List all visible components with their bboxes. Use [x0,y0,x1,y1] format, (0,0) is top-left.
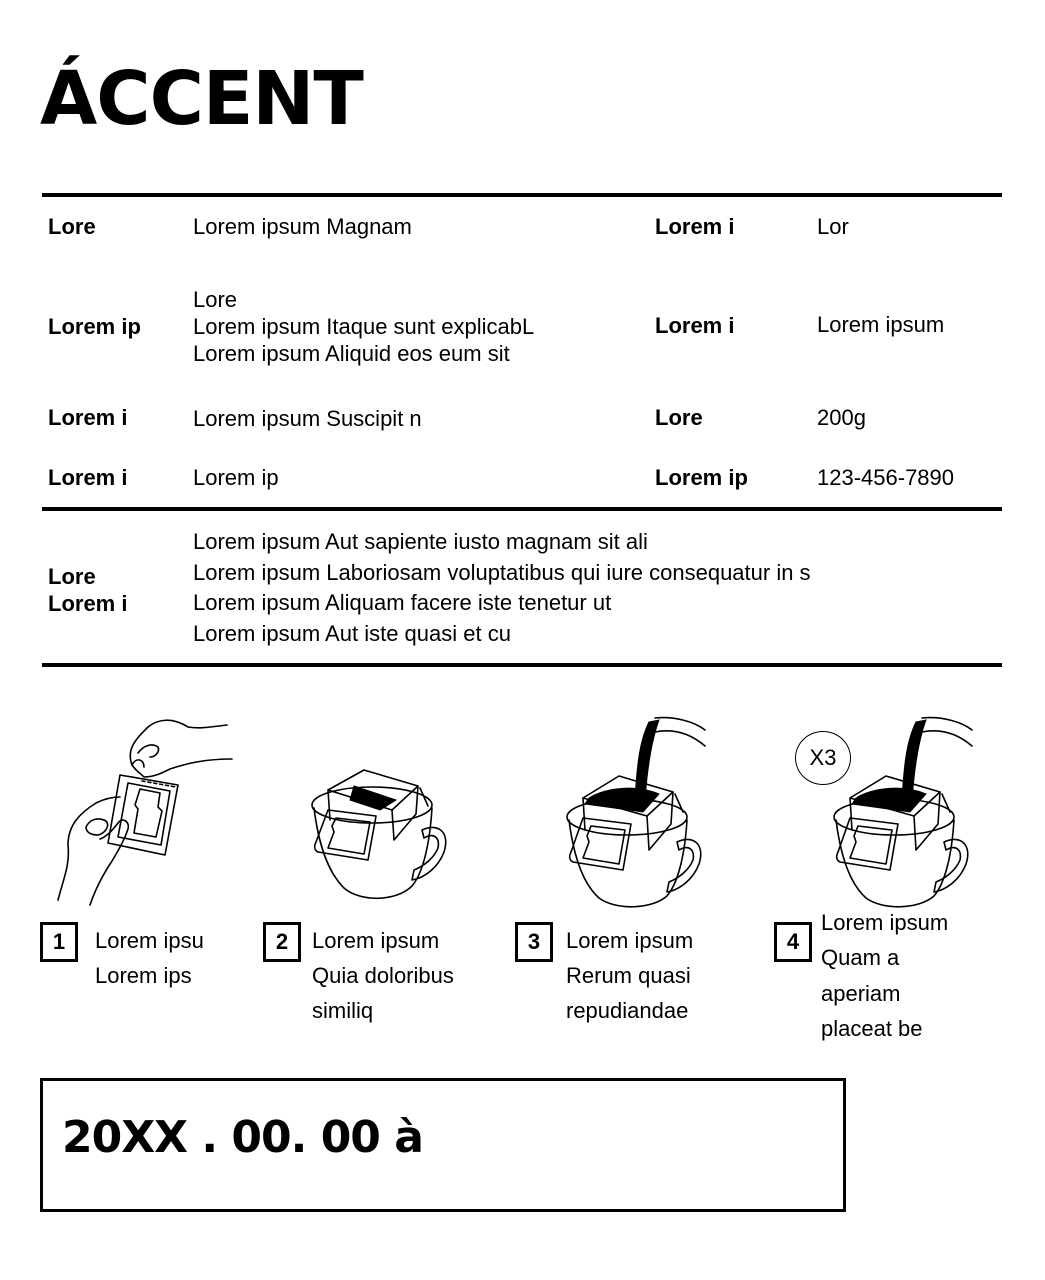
info-value-line: Lorem ipsum Itaque sunt explicabL [193,314,535,339]
step-number-badge: 3 [515,922,553,962]
divider-top [42,193,1002,197]
step-number-badge: 2 [263,922,301,962]
info-value: Lorem ipsum [817,312,945,337]
brand-title: ÁCCENT [40,56,363,142]
notes-label-line: Lore [48,564,96,589]
info-value: Lorem ip [193,465,279,490]
info-label: Lorem i [48,405,128,430]
step-text-line: repudiandae [566,998,689,1023]
step-text-line: Quia doloribus [312,963,454,988]
step-number-badge: 1 [40,922,78,962]
info-label: Lorem i [48,465,128,490]
step-text-line: Lorem ips [95,963,192,988]
repeat-badge: X3 [795,731,851,785]
tear-packet-hands-icon [40,705,240,905]
info-value: Lor [817,214,849,239]
divider-middle [42,507,1002,511]
info-label: Lorem i [655,313,735,338]
step-text-line: Quam a [821,945,900,970]
info-value: 123-456-7890 [817,465,955,490]
info-value: Lorem ipsum Magnam [193,214,412,239]
step-text-line: Lorem ipsum [821,910,949,935]
notes-label-line: Lorem i [48,591,128,616]
info-label: Lorem ip [655,465,748,490]
drip-bag-on-cup-icon [300,760,450,910]
date-text: 20XX . 00. 00 à [62,1112,423,1163]
step-text-line: similiq [312,998,374,1023]
info-value-line: Lorem ipsum Aliquid eos eum sit [193,341,510,366]
step-text-line: placeat be [821,1016,923,1041]
notes-line: Lorem ipsum Aut iste quasi et cu [193,621,511,646]
info-label: Lore [655,405,703,430]
info-label: Lorem i [655,214,735,239]
info-label: Lore [48,214,96,239]
info-value-line: Lore [193,287,238,312]
step-text-line: Lorem ipsu [95,928,204,953]
step-text-line: aperiam [821,981,901,1006]
pour-water-repeat-icon [822,712,982,912]
notes-line: Lorem ipsum Aut sapiente iusto magnam sit ali [193,529,648,554]
step-text-line: Rerum quasi [566,963,691,988]
step-text-line: Lorem ipsum [312,928,440,953]
notes-line: Lorem ipsum Aliquam facere iste tenetur ut [193,590,612,615]
pour-water-drip-bag-icon [555,712,715,912]
info-value: 200g [817,405,866,430]
step-number-badge: 4 [774,922,812,962]
info-value: Lorem ipsum Suscipit n [193,406,422,431]
step-text-line: Lorem ipsum [566,928,694,953]
info-label: Lorem ip [48,314,141,339]
divider-bottom [42,663,1002,667]
notes-line: Lorem ipsum Laboriosam voluptatibus qui iure consequatur in s [193,560,811,585]
